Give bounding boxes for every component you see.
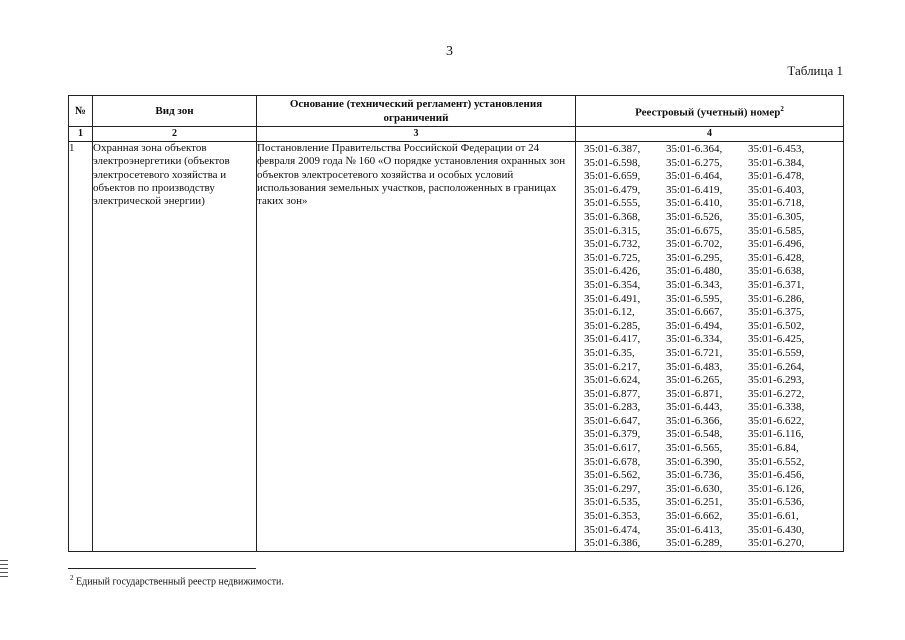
column-number: 2 <box>93 127 257 142</box>
registry-number: 35:01-6.622, <box>748 414 805 427</box>
registry-number: 35:01-6.638, <box>748 265 805 278</box>
registry-number: 35:01-6.425, <box>748 333 805 346</box>
column-number-row <box>69 127 844 142</box>
registry-number: 35:01-6.289, <box>666 537 723 550</box>
registry-number: 35:01-6.480, <box>666 265 723 278</box>
registry-number: 35:01-6.35, <box>584 346 635 359</box>
registry-number: 35:01-6.275, <box>666 156 723 169</box>
header-registry-footnote-mark: 2 <box>780 105 784 114</box>
registry-number: 35:01-6.678, <box>584 455 641 468</box>
registry-number: 35:01-6.293, <box>748 374 805 387</box>
registry-number: 35:01-6.116, <box>748 428 804 441</box>
registry-number: 35:01-6.595, <box>666 292 723 305</box>
registry-number: 35:01-6.270, <box>748 537 805 550</box>
registry-number: 35:01-6.535, <box>584 496 641 509</box>
registry-number: 35:01-6.426, <box>584 265 641 278</box>
registry-number: 35:01-6.343, <box>666 278 723 291</box>
registry-number: 35:01-6.552, <box>748 455 805 468</box>
registry-number: 35:01-6.732, <box>584 238 641 251</box>
registry-number: 35:01-6.464, <box>666 170 723 183</box>
registry-number: 35:01-6.265, <box>666 374 723 387</box>
footnote-divider <box>68 568 256 569</box>
table-caption: Таблица 1 <box>787 63 843 78</box>
registry-number: 35:01-6.305, <box>748 210 805 223</box>
registry-number: 35:01-6.315, <box>584 224 641 237</box>
registry-number: 35:01-6.667, <box>666 306 723 319</box>
registry-number: 35:01-6.456, <box>748 469 805 482</box>
header-zone-type: Вид зон <box>93 96 257 127</box>
registry-number: 35:01-6.562, <box>584 469 641 482</box>
registry-number: 35:01-6.295, <box>666 251 723 264</box>
registry-number: 35:01-6.662, <box>666 510 723 523</box>
registry-number: 35:01-6.366, <box>666 414 723 427</box>
registry-number: 35:01-6.617, <box>584 442 641 455</box>
registry-number: 35:01-6.430, <box>748 523 805 536</box>
registry-number: 35:01-6.126, <box>748 482 805 495</box>
registry-number: 35:01-6.526, <box>666 210 723 223</box>
registry-number: 35:01-6.371, <box>748 278 805 291</box>
registry-number: 35:01-6.354, <box>584 278 641 291</box>
registry-number: 35:01-6.338, <box>748 401 805 414</box>
registry-number: 35:01-6.548, <box>666 428 723 441</box>
table-row <box>69 142 844 552</box>
registry-number: 35:01-6.285, <box>584 319 641 332</box>
footnote <box>70 574 284 587</box>
registry-number: 35:01-6.565, <box>666 442 723 455</box>
registry-number: 35:01-6.379, <box>584 428 641 441</box>
registry-number: 35:01-6.496, <box>748 238 805 251</box>
registry-number: 35:01-6.334, <box>666 333 723 346</box>
registry-number: 35:01-6.364, <box>666 143 723 155</box>
registry-number: 35:01-6.297, <box>584 482 641 495</box>
registry-number: 35:01-6.555, <box>584 197 641 210</box>
zone-type-cell: Охранная зона объектов электроэнергетики (объектов электросетевого хозяйства и объектов по производству электрической энергии) <box>93 142 257 552</box>
header-registry <box>576 96 844 127</box>
registry-number: 35:01-6.375, <box>748 306 805 319</box>
registry-number: 35:01-6.410, <box>666 197 723 210</box>
column-number: 1 <box>69 127 93 142</box>
header-no: № <box>69 96 93 127</box>
registry-number: 35:01-6.283, <box>584 401 641 414</box>
registry-number: 35:01-6.478, <box>748 170 805 183</box>
zones-table <box>68 95 844 552</box>
registry-number: 35:01-6.721, <box>666 346 723 359</box>
registry-number: 35:01-6.598, <box>584 156 641 169</box>
row-number: 1 <box>69 142 93 552</box>
registry-number: 35:01-6.12, <box>584 306 635 319</box>
registry-number: 35:01-6.368, <box>584 210 641 223</box>
page-number: 3 <box>446 44 453 59</box>
registry-numbers-list <box>576 142 843 551</box>
registry-number: 35:01-6.479, <box>584 183 641 196</box>
registry-number: 35:01-6.624, <box>584 374 641 387</box>
registry-number: 35:01-6.502, <box>748 319 805 332</box>
registry-number: 35:01-6.871, <box>666 387 723 400</box>
footnote-text: Единый государственный реестр недвижимости. <box>76 576 284 588</box>
registry-number: 35:01-6.491, <box>584 292 641 305</box>
registry-number: 35:01-6.453, <box>748 143 805 155</box>
registry-number: 35:01-6.702, <box>666 238 723 251</box>
registry-number: 35:01-6.386, <box>584 537 641 550</box>
basis-cell: Постановление Правительства Российской Федерации от 24 февраля 2009 года № 160 «О порядке установления охранных зон объектов электросетевого хозяйства и особых условий использования земельных участков, расположенных в границах таких зон» <box>257 142 576 552</box>
registry-number: 35:01-6.494, <box>666 319 723 332</box>
registry-number: 35:01-6.675, <box>666 224 723 237</box>
registry-number: 35:01-6.443, <box>666 401 723 414</box>
registry-number: 35:01-6.353, <box>584 510 641 523</box>
registry-number: 35:01-6.264, <box>748 360 805 373</box>
registry-number: 35:01-6.659, <box>584 170 641 183</box>
scan-margin-marks <box>0 560 8 580</box>
registry-number: 35:01-6.474, <box>584 523 641 536</box>
registry-number: 35:01-6.417, <box>584 333 641 346</box>
registry-number: 35:01-6.387, <box>584 143 641 155</box>
header-registry-label: Реестровый (учетный) номер <box>635 106 781 119</box>
registry-numbers-cell <box>576 142 844 552</box>
registry-number: 35:01-6.559, <box>748 346 805 359</box>
footnote-mark: 2 <box>70 574 74 582</box>
column-number: 4 <box>576 127 844 142</box>
registry-number: 35:01-6.736, <box>666 469 723 482</box>
registry-number: 35:01-6.630, <box>666 482 723 495</box>
registry-number: 35:01-6.718, <box>748 197 805 210</box>
registry-number: 35:01-6.272, <box>748 387 805 400</box>
registry-number: 35:01-6.84, <box>748 442 799 455</box>
registry-number: 35:01-6.585, <box>748 224 805 237</box>
registry-number: 35:01-6.536, <box>748 496 805 509</box>
registry-number: 35:01-6.217, <box>584 360 641 373</box>
registry-number: 35:01-6.647, <box>584 414 641 427</box>
registry-number: 35:01-6.251, <box>666 496 723 509</box>
table-header-row <box>69 96 844 127</box>
registry-number: 35:01-6.419, <box>666 183 723 196</box>
registry-number: 35:01-6.725, <box>584 251 641 264</box>
registry-number: 35:01-6.877, <box>584 387 641 400</box>
registry-number: 35:01-6.428, <box>748 251 805 264</box>
column-number: 3 <box>257 127 576 142</box>
registry-number: 35:01-6.384, <box>748 156 805 169</box>
registry-number: 35:01-6.61, <box>748 510 799 523</box>
registry-number: 35:01-6.413, <box>666 523 723 536</box>
registry-number: 35:01-6.483, <box>666 360 723 373</box>
registry-number: 35:01-6.286, <box>748 292 805 305</box>
registry-number: 35:01-6.390, <box>666 455 723 468</box>
registry-number: 35:01-6.403, <box>748 183 805 196</box>
header-basis: Основание (технический регламент) установления ограничений <box>257 96 576 127</box>
